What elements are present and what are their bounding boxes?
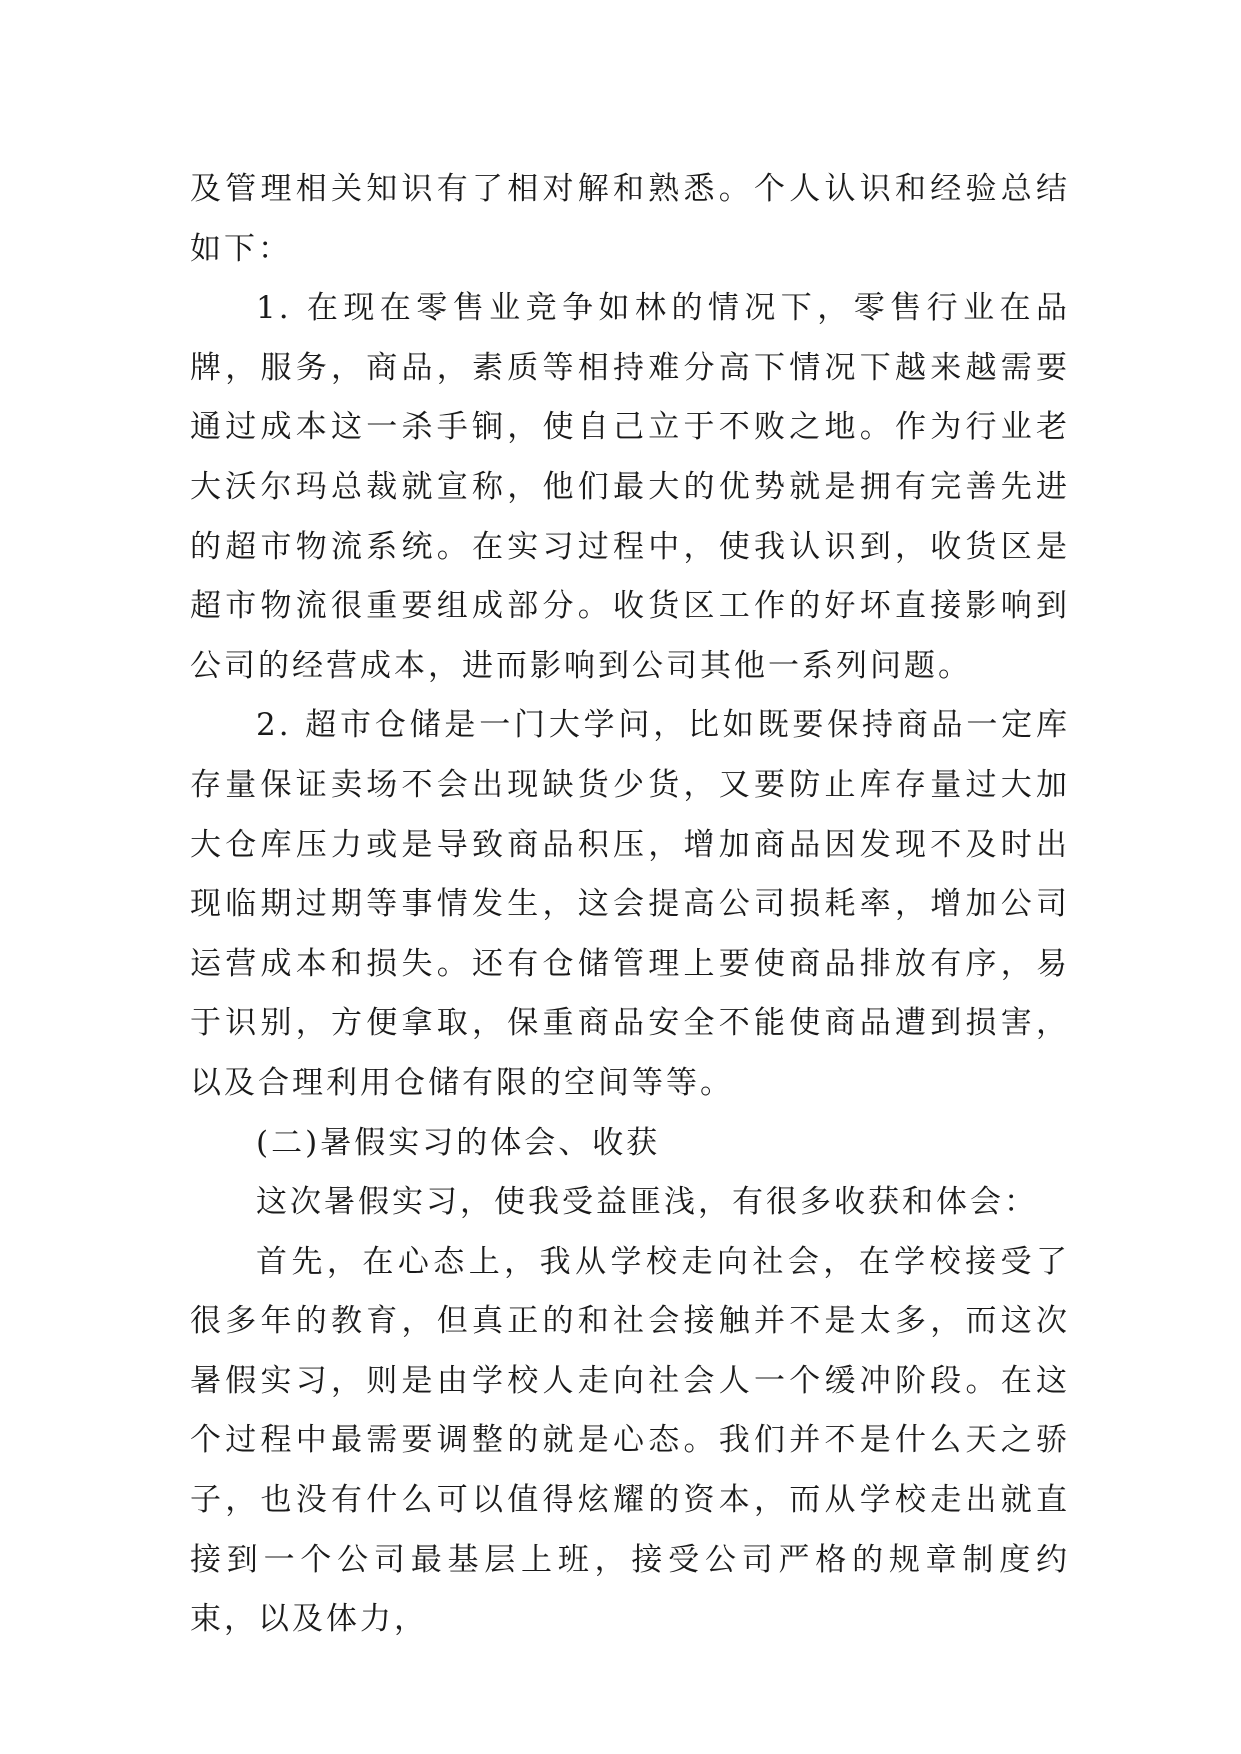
paragraph-point-2: 2. 超市仓储是一门大学问，比如既要保持商品一定库存量保证卖场不会出现缺货少货，又要防止库存量过大加大仓库压力或是导致商品积压，增加商品因发现不及时出现临期过期等事情发生，这会提高公司损耗率，增加公司运营成本和损失。还有仓储管理上要使商品排放有序，易于识别，方便拿取，保重商品安全不能使商品遭到损害，以及合理利用仓储有限的空间等等。 — [190, 707, 1070, 1101]
document-body — [190, 160, 1070, 1650]
paragraph-summary: 这次暑假实习，使我受益匪浅，有很多收获和体会： — [256, 1184, 1038, 1221]
paragraph-point-1: 1. 在现在零售业竞争如林的情况下，零售行业在品牌，服务，商品，素质等相持难分高下情况下越来越需要通过成本这一杀手锏，使自己立于不败之地。作为行业老大沃尔玛总裁就宣称，他们最大的优势就是拥有完善先进的超市物流系统。在实习过程中，使我认识到，收货区是超市物流很重要组成部分。收货区工作的好坏直接影响到公司的经营成本，进而影响到公司其他一系列问题。 — [190, 290, 1070, 684]
section-heading: (二)暑假实习的体会、收获 — [256, 1124, 661, 1161]
paragraph-intro: 及管理相关知识有了相对解和熟悉。个人认识和经验总结如下： — [190, 171, 1070, 267]
paragraph-first-point: 首先，在心态上，我从学校走向社会，在学校接受了很多年的教育，但真正的和社会接触并不是太多，而这次暑假实习，则是由学校人走向社会人一个缓冲阶段。在这个过程中最需要调整的就是心态。我们并不是什么天之骄子，也没有什么可以值得炫耀的资本，而从学校走出就直接到一个公司最基层上班，接受公司严格的规章制度约束，以及体力， — [190, 1243, 1070, 1638]
